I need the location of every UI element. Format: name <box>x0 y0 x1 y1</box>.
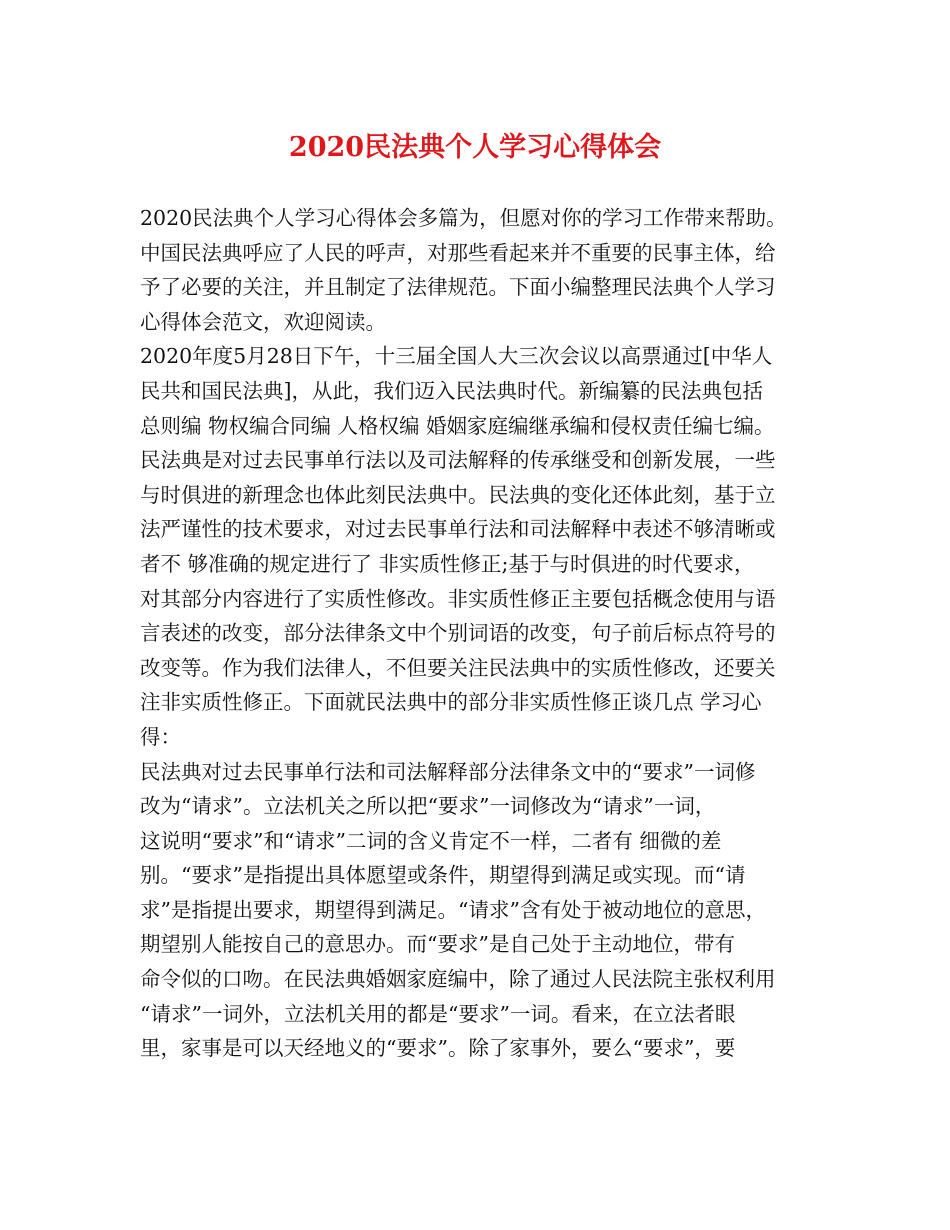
body-line: 2020民法典个人学习心得体会多篇为，但愿对你的学习工作带来帮助。 <box>140 206 787 230</box>
body-line: 求”是指提出要求，期望得到满足。“请求”含有处于被动地位的意思， <box>140 897 766 922</box>
body-line: 心得体会范文，欢迎阅读。 <box>140 309 386 334</box>
body-line: 期望别人能按自己的意思办。而“要求”是自己处于主动地位，带有 <box>140 932 735 957</box>
body-line: “请求”一词外，立法机关用的都是“要求”一词。看来，在立法者眼 <box>140 1001 736 1026</box>
body-line: 注非实质性修正。下面就民法典中的部分非实质性修正谈几点 学习心 <box>140 690 762 715</box>
body-line: 法严谨性的技术要求，对过去民事单行法和司法解释中表述不够清晰或 <box>140 517 776 542</box>
body-line: 对其部分内容进行了实质性修改。非实质性修正主要包括概念使用与语 <box>140 586 776 611</box>
body-line: 与时俱进的新理念也体此刻民法典中。民法典的变化还体此刻，基于立 <box>140 482 776 507</box>
body-line: 者不 够准确的规定进行了 非实质性修正;基于与时俱进的时代要求， <box>140 551 755 576</box>
body-line: 予了必要的关注，并且制定了法律规范。下面小编整理民法典个人学习 <box>140 275 776 300</box>
body-line: 得： <box>140 724 181 749</box>
body-line: 民法典是对过去民事单行法以及司法解释的传承继受和创新发展，一些 <box>140 448 776 473</box>
body-line: 里，家事是可以天经地义的“要求”。除了家事外，要么“要求”，要 <box>140 1036 736 1061</box>
body-line: 2020年度5月28日下午，十三届全国人大三次会议以高票通过[中华人 <box>140 344 773 369</box>
body-line: 总则编 物权编合同编 人格权编 婚姻家庭编继承编和侵权责任编七编。 <box>140 413 775 438</box>
body-line: 这说明“要求”和“请求”二词的含义肯定不一样，二者有 细微的差 <box>140 828 722 853</box>
body-line: 改为“请求”。立法机关之所以把“要求”一词修改为“请求”一词， <box>140 794 716 819</box>
body-line: 民共和国民法典]，从此，我们迈入民法典时代。新编纂的民法典包括 <box>140 378 763 403</box>
document-title: 2020民法典个人学习心得体会 <box>288 132 662 163</box>
document-body <box>140 201 820 1066</box>
body-line: 民法典对过去民事单行法和司法解释部分法律条文中的“要求”一词修 <box>140 759 756 784</box>
body-line: 别。“要求”是指提出具体愿望或条件，期望得到满足或实现。而“请 <box>140 863 746 888</box>
body-line: 中国民法典呼应了人民的呼声，对那些看起来并不重要的民事主体，给 <box>140 240 776 265</box>
body-line: 言表述的改变，部分法律条文中个别词语的改变，句子前后标点符号的 <box>140 621 776 646</box>
body-line: 改变等。作为我们法律人，不但要关注民法典中的实质性修改，还要关 <box>140 655 776 680</box>
body-line: 命令似的口吻。在民法典婚姻家庭编中，除了通过人民法院主张权利用 <box>140 967 776 992</box>
